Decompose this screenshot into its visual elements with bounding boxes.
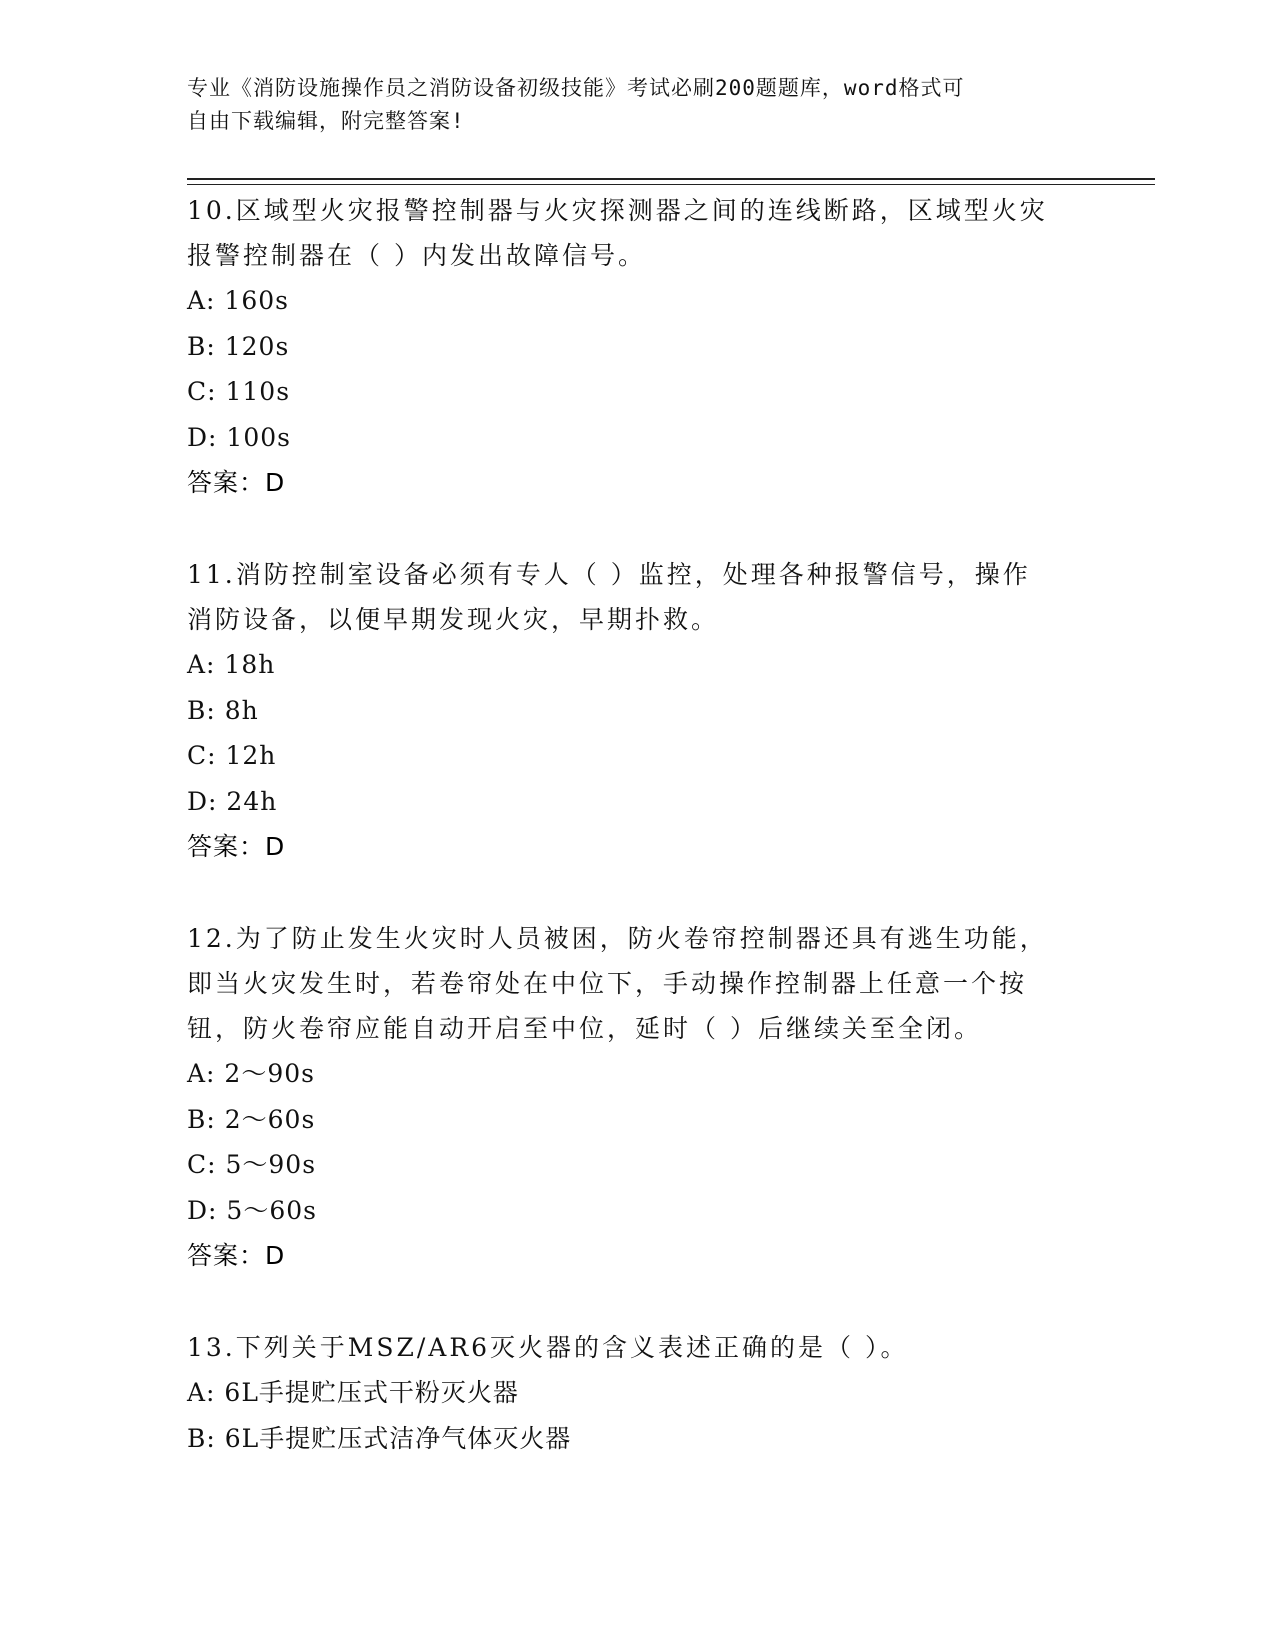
option-d: D: 24h <box>187 786 278 816</box>
question-text-line: 11.消防控制室设备必须有专人（ ）监控，处理各种报警信号，操作 <box>187 560 1031 589</box>
option-a: A: 18h <box>187 650 276 679</box>
question-list <box>187 188 1087 1508</box>
question-text-line: 报警控制器在（ ）内发出故障信号。 <box>187 241 646 270</box>
option-b: B: 120s <box>187 331 290 361</box>
answer-line: 答案：D <box>187 468 286 497</box>
question-11 <box>187 552 1087 869</box>
option-b: B: 8h <box>187 695 259 725</box>
question-10 <box>187 188 1087 505</box>
question-text-line: 即当火灾发生时，若卷帘处在中位下，手动操作控制器上任意一个按 <box>187 969 1028 998</box>
question-text-line: 10.区域型火灾报警控制器与火灾探测器之间的连线断路，区域型火灾 <box>187 196 1048 225</box>
question-13 <box>187 1325 1087 1461</box>
header-line-2: 自由下载编辑，附完整答案! <box>187 109 465 133</box>
option-d: D: 100s <box>187 422 291 452</box>
question-text-line: 12.为了防止发生火灾时人员被困，防火卷帘控制器还具有逃生功能， <box>187 924 1048 953</box>
option-a: A: 6L手提贮压式干粉灭火器 <box>187 1378 519 1407</box>
document-header <box>187 72 1067 138</box>
answer-line: 答案：D <box>187 832 286 861</box>
option-c: C: 110s <box>187 377 291 406</box>
question-text-line: 钮，防火卷帘应能自动开启至中位，延时（ ）后继续关至全闭。 <box>187 1014 982 1043</box>
question-text-line: 13.下列关于MSZ/AR6灭火器的含义表述正确的是（ ）。 <box>187 1333 909 1362</box>
option-b: B: 2～60s <box>187 1104 316 1134</box>
question-12 <box>187 916 1087 1278</box>
option-b: B: 6L手提贮压式洁净气体灭火器 <box>187 1423 572 1453</box>
question-text-line: 消防设备，以便早期发现火灾，早期扑救。 <box>187 605 720 634</box>
answer-line: 答案：D <box>187 1241 286 1270</box>
option-a: A: 2～90s <box>187 1059 315 1088</box>
header-divider-thin <box>187 184 1155 185</box>
option-c: C: 12h <box>187 741 277 770</box>
option-c: C: 5～90s <box>187 1150 317 1179</box>
header-line-1: 专业《消防设施操作员之消防设备初级技能》考试必刷200题题库，word格式可 <box>187 76 965 100</box>
option-d: D: 5～60s <box>187 1195 317 1225</box>
header-divider-thick <box>187 178 1155 180</box>
option-a: A: 160s <box>187 286 289 315</box>
